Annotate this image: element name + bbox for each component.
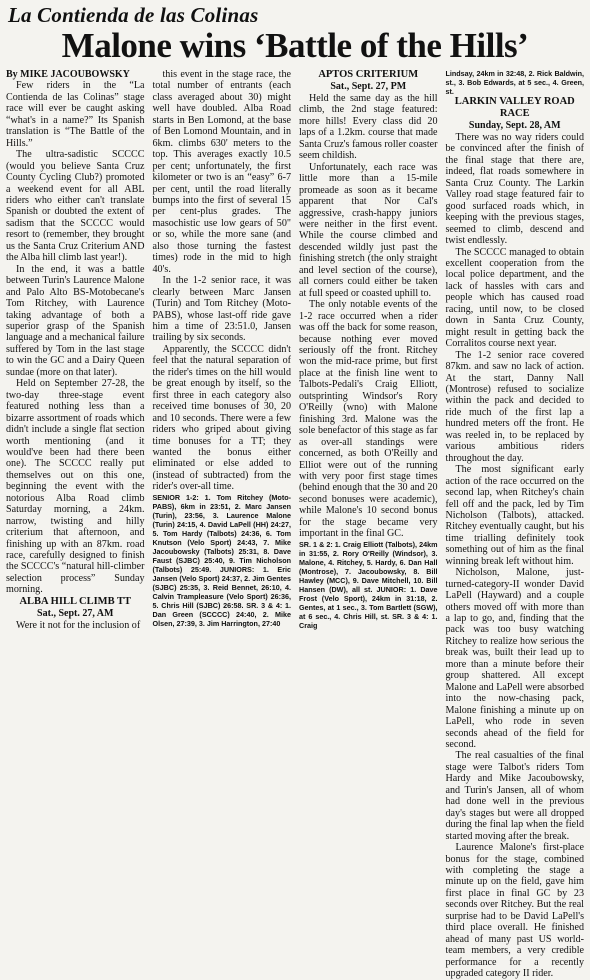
paragraph: Nicholson, Malone, just-turned-category-II wonder David LaPell (Hayward) and a couple others moved off with more than a lap to go, and, finding that the pack was too busy watching Ritchey to realize how serious the break was, built their lead up to more than a minute before their group shattered. All except Malone and LaPell were absorbed into the now-chasing pack, Malone finishing a minute up on LaPell, who rode in seven seconds ahead of the field for second. [445,567,584,751]
subhead-larkin-date: Sunday, Sept. 28, AM [468,120,561,131]
paragraph: Held the same day as the hill climb, the 2nd stage featured: more hills! Every class did 20 laps of a 1.2km. course that made Santa Cruz's famous roller coaster seem childish. [299,93,438,162]
results-aptos-continued: Lindsay, 24km in 32:48, 2. Rick Baldwin, st., 3. Bob Edwards, at 5 sec., 4. Green, st. [445,69,584,96]
results-aptos: SR. 1 & 2: 1. Craig Elliott (Talbots), 24km in 31:55, 2. Rory O'Reilly (Windsor), 3. Malone, 4. Ritchey, 5. Hardy, 6. Dan Hall (Montrose), 7. Jacoubowsky, 8. Bill Hawley (MCC), 9. Dave Mitchell, 10. Bill Hansen (DW), all st. JUNIOR: 1. Dave Frost (Velo Sport), 24km in 31:18, 2. Gentes, at 1 sec., 3. Tom Bartlett (SGW), at 6 sec., 4. Chris Hill, st. SR. 3 & 4: 1. Craig [299,539,438,630]
subhead-alba: ALBA HILL CLIMB TT [19,595,132,607]
byline: By MIKE JACOUBOWSKY [6,69,130,80]
subhead-aptos-date: Sat., Sept. 27, PM [330,81,407,92]
paragraph: The only notable events of the 1-2 race occurred when a rider was off the back for some reason, because nothing ever moved seriously off the front. Ritchey won the mid-race prime, but first place at the finish line went to Talbots-Pedali's Craig Elliott, outsprinting Windsor's Rory O'Reilly (wno) with Malone finishing 3rd. Malone was the sole benefactor of this stage as far as over-all standings were concerned, as both O'Reilly and Elliot were out of the running with very poor first stage times (behind enough that the 30 and 20 second bonuses were academic), while Malone's 10 second bonus for the stage became very important in the final GC. [299,299,438,540]
article-columns [6,69,584,980]
paragraph: The SCCCC managed to obtain excellent cooperation from the local police department, and the lack of hassles with cars and people which has caused road racing, until now, to be closed down in Santa Cruz County, might result in getting back the Corralitos course next year. [445,246,584,350]
paragraph: The most significant early action of the race occurred on the second lap, when Ritchey's chain fell off and the pack, led by Tim Nicholson (Talbots), attacked. Ritchey eventually caught, but his time trialling definitely took something out of him as the final winning break left without him. [445,464,584,567]
column-2 [153,69,292,969]
paragraph: The real casualties of the final stage were Talbot's riders Tom Hardy and Mike Jacoubowsky, and Turin's Jansen, all of whom had done well in the previous day's stages but were all dropped during the final lap when the field started moving after the break. [445,750,584,842]
column-4 [445,69,585,980]
column-1 [6,69,145,969]
paragraph: this event in the stage race, the total number of entrants (each class averaged about 30) might well have doubled. Alba Road starts in Ben Lomond, at the base of Ben Lomond Mountain, and in 6km. climbs 630' meters to the top. This averages exactly 10.5 per cent; unfortunately, the first kilometer or two is an “easy” 6-7 per cent, until the road literally bumps into the first of several 15 per cent-plus grades. The masochistic use low gears of 50" or so, while the more sane (and also those turning the fastest times) rode in the mid to high 40's. [152,69,291,275]
paragraph: Held on September 27-28, the two-day three-stage event featured nothing less than a bizarre assortment of roads which didn't include a single flat section worth mentioning (and it would've been had there been one). The SCCCC really put themselves out on this one, beginning the event with the notorious Alba Road climb Saturday morning, a 24km. narrow, twisting and hilly criterium that afternoon, and finishing up with an 87km. road race, carefully designed to finish the SCCCC's “natural hill-climber selection process” Sunday morning. [6,378,145,596]
paragraph: Were it not for the inclusion of [16,619,141,631]
paragraph: Apparently, the SCCCC didn't feel that the natural separation of the rider's times on the hill would be great enough by itself, so the first three in each category also received time bonuses of 30, 20 and 10 seconds. There were a few riders who griped about giving time bonuses for a TT; they wanted the bonus either eliminated or else added to (instead of subtracted) from the rider's over-all time. [152,343,291,493]
paragraph: Few riders in the “La Contienda de las Colinas” stage race will ever be caught asking “what's in a name?” Its Spanish translation is “The Battle of the Hills.” [6,80,145,149]
paragraph: The 1-2 senior race covered 87km. and saw no lack of action. At the start, Danny Nall (Montrose) refused to socialize within the pack and decided to ride much of the first lap a hundred meters off the front. He was reeled in, to be replaced by various ambitious riders throughout the day. [445,349,584,464]
subhead-alba-date: Sat., Sept. 27, AM [37,607,114,619]
paragraph: In the end, it was a battle between Turin's Laurence Malone and Palo Alto BS-Motobecane's Tom Ritchey, with Laurence taking advantage of both a superior grasp of the Spanish language and a mechanical failure suffered by Tom in the last stage to win the GC and a Dairy Queen sundae (more on that later). [6,263,145,378]
column-3 [299,69,438,969]
paragraph: Laurence Malone's first-place bonus for the stage, combined with completing the stage a minute up on the field, gave him first place in final GC by 23 seconds over Ritchey. But the real surprise had to be David LaPell's third place overall. He finished ahead of many past US world-team members, a very credible performance for a recently upgraded category II rider. [445,842,584,980]
kicker: La Contienda de las Colinas [8,3,259,27]
paragraph: There was no way riders could be convinced after the finish of the final stage that there are, indeed, flat roads somewhere in Santa Cruz County. The Larkin Valley road stage featured fair to good surfaced roads which, in keeping with the previous stages, seemed to climb, descend and twist endlessly. [445,132,584,247]
paragraph: The ultra-sadistic SCCCC (would you believe Santa Cruz County Cycling Club?) promoted a weekend event for all ABL riders who either can't translate Spanish or doubted the extent of sadism that the SCCCC would resort to (remember, they brought us the Santa Cruz Criterium AND the Alba hill climb last year!). [6,149,145,264]
results-alba: SENIOR 1-2: 1. Tom Ritchey (Moto-PABS), 6km in 23:51, 2. Marc Jansen (Turin), 23:56, 3. Laurence Malone (Turin) 24:15, 4. David LaPell (HH) 24:27, 5. Tom Hardy (Talbots) 24:36, 6. Tom Knutson (Velo Sport) 24:43, 7. Mike Jacoubowsky (Talbots) 25:31, 8. Dave Faust (SJBC) 25:40, 9. Tim Nicholson (Talbots) 25:49. JUNIORS: 1. Eric Jansen (Velo Sport) 24:37, 2. Jim Gentes (SJBC) 25:35, 3. Reid Bennet, 26:10, 4. Calvin Trampleasure (Velo Sport) 26:36, 5. Chris Hill (SJBC) 26:58. SR. 3 & 4: 1. Dan Green (SCCCC) 24:40, 2. Mike Olsen, 27:39, 3. Jim Harrington, 27:40 [152,492,291,628]
headline: Malone wins ‘Battle of the Hills’ [61,26,529,65]
paragraph: Unfortunately, each race was little more than a 15-mile promeade as soon as it became apparent that Nor Cal's aggressive, crash-happy juniors were neither in the first event. While the course climbed and descended wildly just past the finishing stretch (the only straight and level section of the course), all corners could either be taken at full speed or coasted uphill to. [299,161,438,299]
subhead-aptos: APTOS CRITERIUM [318,69,419,80]
paragraph: In the 1-2 senior race, it was clearly between Marc Jansen (Turin) and Tom Ritchey (Moto-PABS), whose last-off ride gave him a time of 23:51.0, Jansen trailing by six seconds. [152,275,291,344]
subhead-larkin: LARKIN VALLEY ROAD RACE [454,96,575,119]
